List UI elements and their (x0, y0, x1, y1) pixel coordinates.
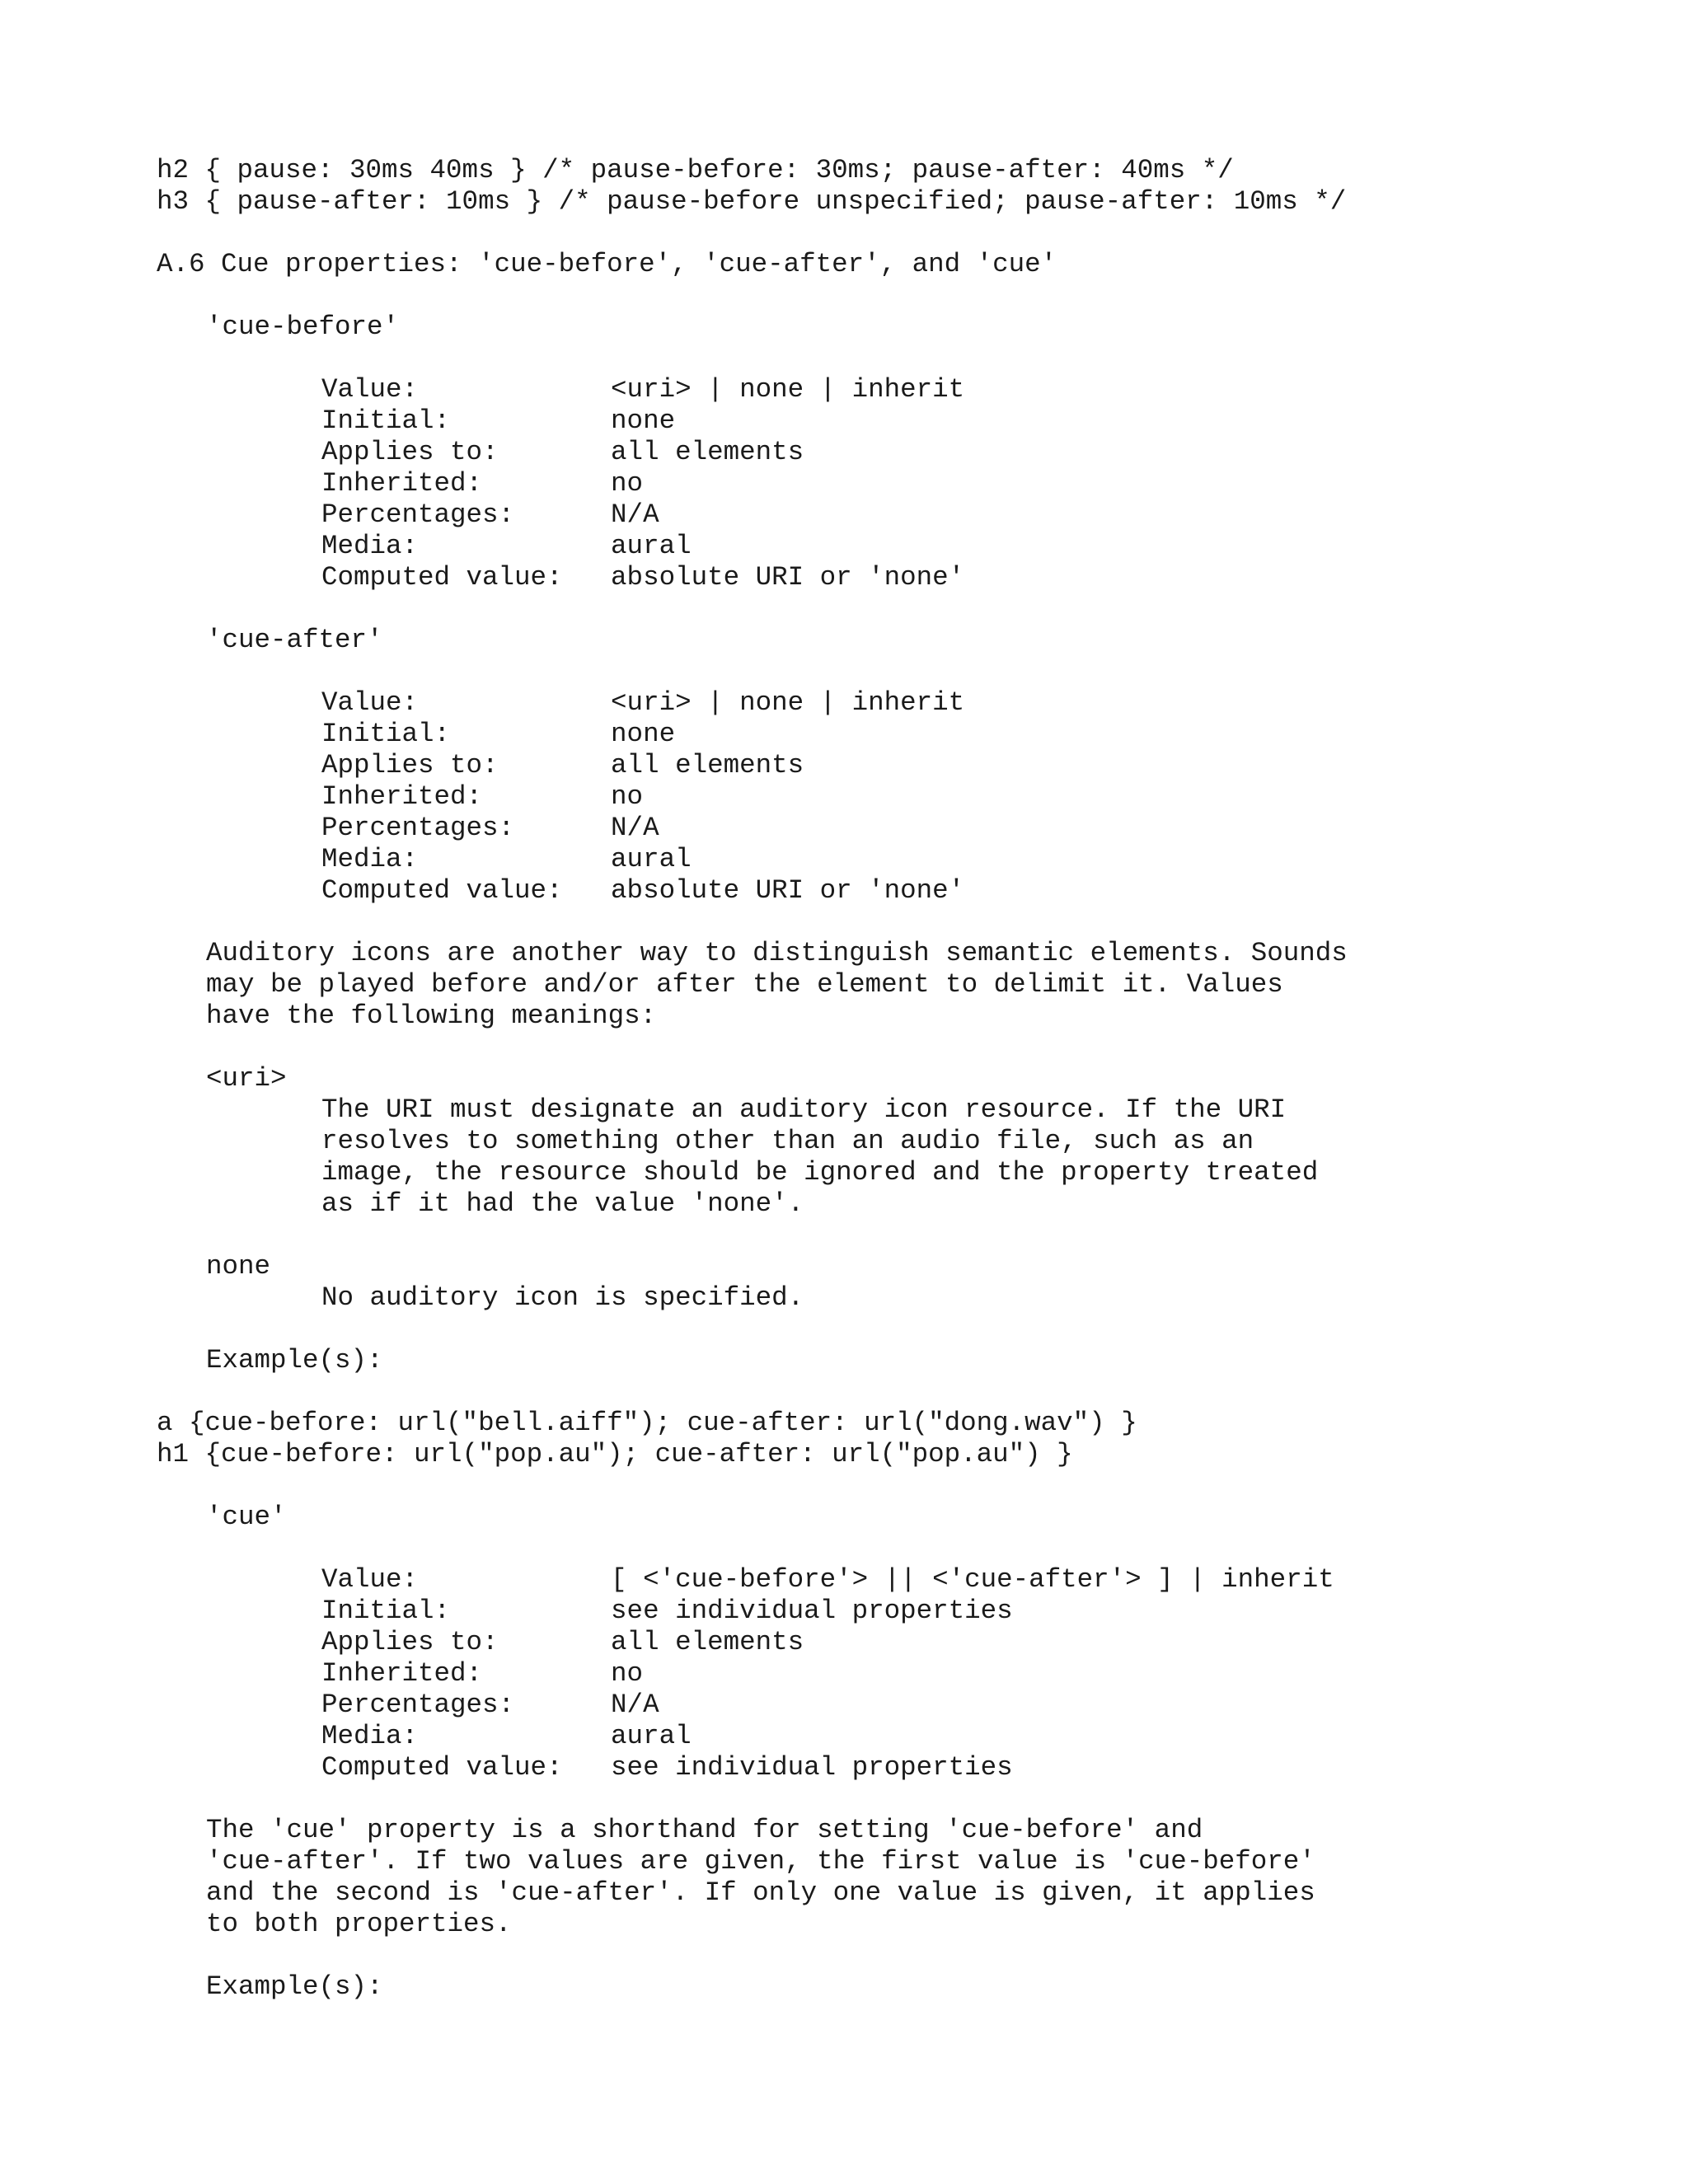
property-row: Computed value: absolute URI or 'none' (321, 562, 965, 593)
property-row: Initial: none (321, 405, 676, 436)
definition-text: resolves to something other than an audio file, such as an (321, 1126, 1254, 1156)
definition-text: The URI must designate an auditory icon resource. If the URI (321, 1094, 1287, 1125)
code-line: h2 { pause: 30ms 40ms } /* pause-before: 30ms; pause-after: 40ms */ (157, 155, 1234, 185)
paragraph-line: The 'cue' property is a shorthand for setting 'cue-before' and (206, 1815, 1203, 1845)
paragraph-line: have the following meanings: (206, 1001, 657, 1031)
paragraph-line: may be played before and/or after the element to delimit it. Values (206, 969, 1283, 1000)
property-row: Percentages: N/A (321, 499, 659, 530)
example-label: Example(s): (206, 1345, 383, 1376)
definition-term: <uri> (206, 1063, 287, 1094)
paragraph-line: 'cue-after'. If two values are given, the first value is 'cue-before' (206, 1846, 1315, 1877)
property-row: Inherited: no (321, 781, 644, 812)
code-line: h1 {cue-before: url("pop.au"); cue-after: url("pop.au") } (157, 1439, 1073, 1469)
property-row: Applies to: all elements (321, 437, 804, 467)
paragraph-line: and the second is 'cue-after'. If only one value is given, it applies (206, 1877, 1315, 1908)
section-heading: A.6 Cue properties: 'cue-before', 'cue-after', and 'cue' (157, 249, 1057, 279)
property-row: Computed value: absolute URI or 'none' (321, 875, 965, 906)
property-row: Inherited: no (321, 1658, 644, 1689)
definition-text: image, the resource should be ignored and the property treated (321, 1157, 1319, 1188)
property-row: Media: aural (321, 844, 692, 874)
property-row: Percentages: N/A (321, 813, 659, 843)
property-row: Inherited: no (321, 468, 644, 499)
property-row: Value: <uri> | none | inherit (321, 374, 965, 405)
example-label: Example(s): (206, 1971, 383, 2002)
paragraph-line: Auditory icons are another way to distinguish semantic elements. Sounds (206, 938, 1348, 968)
code-line: a {cue-before: url("bell.aiff"); cue-after: url("dong.wav") } (157, 1408, 1137, 1438)
property-row: Initial: none (321, 719, 676, 749)
property-name: 'cue' (206, 1502, 287, 1532)
definition-text: No auditory icon is specified. (321, 1282, 804, 1313)
code-line: h3 { pause-after: 10ms } /* pause-before unspecified; pause-after: 10ms */ (157, 186, 1347, 217)
definition-term: none (206, 1251, 271, 1282)
property-row: Value: [ <'cue-before'> || <'cue-after'> ] | inherit (321, 1564, 1334, 1595)
property-name: 'cue-before' (206, 312, 400, 342)
property-row: Value: <uri> | none | inherit (321, 687, 965, 718)
property-name: 'cue-after' (206, 625, 383, 655)
property-row: Computed value: see individual properties (321, 1752, 1013, 1783)
definition-text: as if it had the value 'none'. (321, 1188, 804, 1219)
property-row: Applies to: all elements (321, 1627, 804, 1657)
property-row: Percentages: N/A (321, 1690, 659, 1720)
property-row: Applies to: all elements (321, 750, 804, 780)
property-row: Initial: see individual properties (321, 1596, 1013, 1626)
property-row: Media: aural (321, 531, 692, 561)
property-row: Media: aural (321, 1721, 692, 1751)
paragraph-line: to both properties. (206, 1909, 512, 1939)
